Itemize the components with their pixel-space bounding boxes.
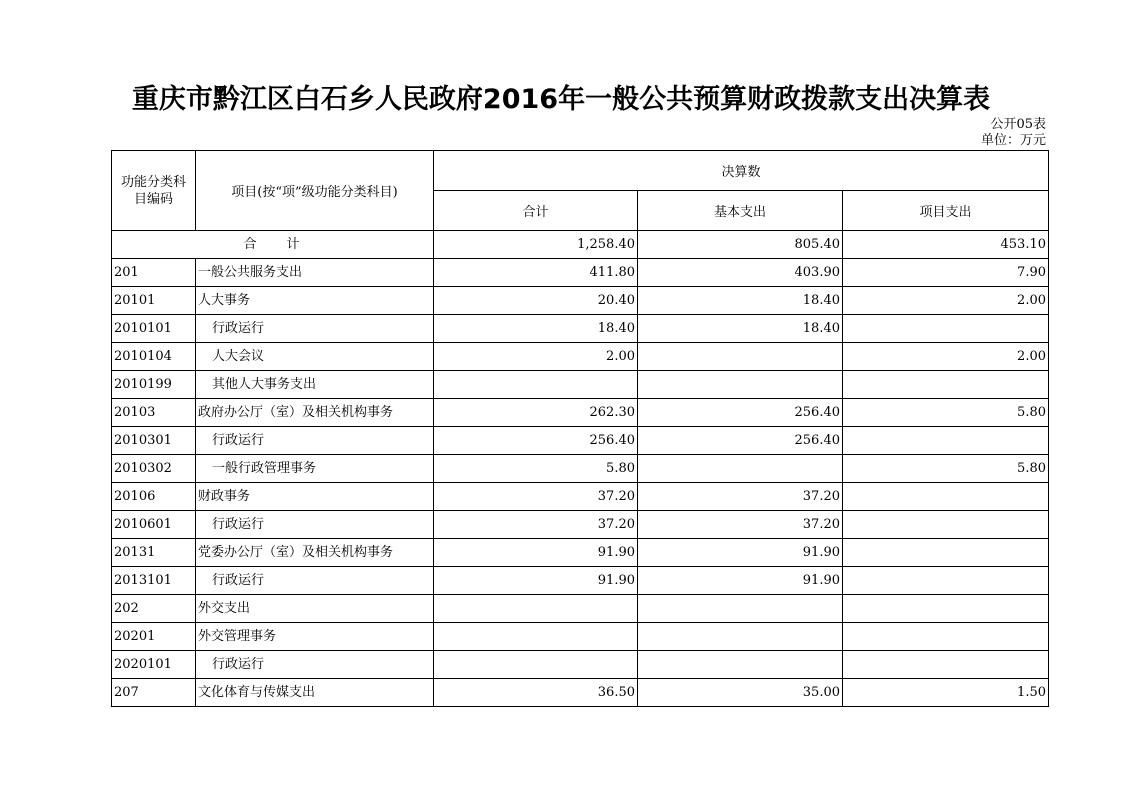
row-name: 人大会议	[196, 343, 434, 371]
table-row	[112, 623, 1049, 651]
header-code: 功能分类科目编码	[112, 151, 196, 231]
row-code: 20201	[112, 623, 196, 651]
row-name: 财政事务	[196, 483, 434, 511]
row-project	[843, 511, 1049, 539]
row-basic	[638, 595, 843, 623]
row-basic	[638, 455, 843, 483]
total-label-a: 合	[243, 237, 259, 252]
row-total	[434, 623, 638, 651]
table-row	[112, 651, 1049, 679]
row-code: 2013101	[112, 567, 196, 595]
row-project	[843, 315, 1049, 343]
row-name: 一般行政管理事务	[196, 455, 434, 483]
table-row	[112, 287, 1049, 315]
row-basic: 18.40	[638, 287, 843, 315]
table-row	[112, 399, 1049, 427]
total-row	[112, 231, 1049, 259]
row-project: 2.00	[843, 287, 1049, 315]
table-row	[112, 371, 1049, 399]
table-row	[112, 567, 1049, 595]
row-basic	[638, 343, 843, 371]
row-code: 20131	[112, 539, 196, 567]
row-basic: 37.20	[638, 511, 843, 539]
row-code: 20103	[112, 399, 196, 427]
header-total: 合计	[434, 191, 638, 231]
row-name: 人大事务	[196, 287, 434, 315]
row-total: 91.90	[434, 539, 638, 567]
row-basic: 91.90	[638, 539, 843, 567]
table-row	[112, 315, 1049, 343]
row-name: 文化体育与传媒支出	[196, 679, 434, 707]
header-item: 项目(按“项”级功能分类科目)	[196, 151, 434, 231]
row-basic	[638, 623, 843, 651]
row-name: 行政运行	[196, 427, 434, 455]
row-name: 行政运行	[196, 511, 434, 539]
row-total: 37.20	[434, 483, 638, 511]
row-project: 5.80	[843, 455, 1049, 483]
row-project	[843, 427, 1049, 455]
row-code: 2020101	[112, 651, 196, 679]
total-row-total: 1,258.40	[434, 231, 638, 259]
total-row-basic: 805.40	[638, 231, 843, 259]
row-name: 党委办公厅（室）及相关机构事务	[196, 539, 434, 567]
row-code: 207	[112, 679, 196, 707]
row-project: 5.80	[843, 399, 1049, 427]
row-name: 行政运行	[196, 315, 434, 343]
row-total: 262.30	[434, 399, 638, 427]
form-number: 公开05表	[990, 117, 1046, 132]
expenditure-table	[111, 150, 1049, 707]
total-row-label	[112, 231, 434, 259]
row-name: 外交管理事务	[196, 623, 434, 651]
row-total	[434, 371, 638, 399]
row-total: 36.50	[434, 679, 638, 707]
row-basic: 256.40	[638, 399, 843, 427]
row-total: 411.80	[434, 259, 638, 287]
header-basic: 基本支出	[638, 191, 843, 231]
row-total: 37.20	[434, 511, 638, 539]
table-row	[112, 595, 1049, 623]
total-label-b: 计	[286, 237, 302, 252]
row-total: 91.90	[434, 567, 638, 595]
row-project	[843, 539, 1049, 567]
row-name: 其他人大事务支出	[196, 371, 434, 399]
row-project	[843, 623, 1049, 651]
row-code: 2010104	[112, 343, 196, 371]
row-name: 行政运行	[196, 651, 434, 679]
row-basic	[638, 371, 843, 399]
row-basic	[638, 651, 843, 679]
row-basic: 18.40	[638, 315, 843, 343]
row-total: 18.40	[434, 315, 638, 343]
row-basic: 37.20	[638, 483, 843, 511]
row-project	[843, 483, 1049, 511]
row-project: 7.90	[843, 259, 1049, 287]
row-project	[843, 567, 1049, 595]
table-row	[112, 343, 1049, 371]
total-row-project: 453.10	[843, 231, 1049, 259]
header-final-amount: 决算数	[434, 151, 1049, 191]
row-name: 一般公共服务支出	[196, 259, 434, 287]
unit-label: 单位：万元	[980, 133, 1046, 148]
row-total: 256.40	[434, 427, 638, 455]
row-basic: 91.90	[638, 567, 843, 595]
row-basic: 256.40	[638, 427, 843, 455]
report-title: 重庆市黔江区白石乡人民政府2016年一般公共预算财政拨款支出决算表	[131, 84, 991, 115]
row-total: 2.00	[434, 343, 638, 371]
table-row	[112, 539, 1049, 567]
row-basic: 35.00	[638, 679, 843, 707]
row-name: 外交支出	[196, 595, 434, 623]
table-row	[112, 511, 1049, 539]
row-total: 5.80	[434, 455, 638, 483]
row-code: 201	[112, 259, 196, 287]
row-project: 1.50	[843, 679, 1049, 707]
row-project: 2.00	[843, 343, 1049, 371]
table-row	[112, 455, 1049, 483]
table-row	[112, 259, 1049, 287]
row-code: 2010301	[112, 427, 196, 455]
row-name: 行政运行	[196, 567, 434, 595]
row-project	[843, 651, 1049, 679]
row-code: 20106	[112, 483, 196, 511]
header-project: 项目支出	[843, 191, 1049, 231]
row-name: 政府办公厅（室）及相关机构事务	[196, 399, 434, 427]
row-total	[434, 595, 638, 623]
row-basic: 403.90	[638, 259, 843, 287]
row-code: 2010101	[112, 315, 196, 343]
table-row	[112, 427, 1049, 455]
row-project	[843, 595, 1049, 623]
table-row	[112, 679, 1049, 707]
row-total: 20.40	[434, 287, 638, 315]
row-code: 202	[112, 595, 196, 623]
row-code: 20101	[112, 287, 196, 315]
row-project	[843, 371, 1049, 399]
table-row	[112, 483, 1049, 511]
row-code: 2010199	[112, 371, 196, 399]
row-total	[434, 651, 638, 679]
row-code: 2010601	[112, 511, 196, 539]
row-code: 2010302	[112, 455, 196, 483]
